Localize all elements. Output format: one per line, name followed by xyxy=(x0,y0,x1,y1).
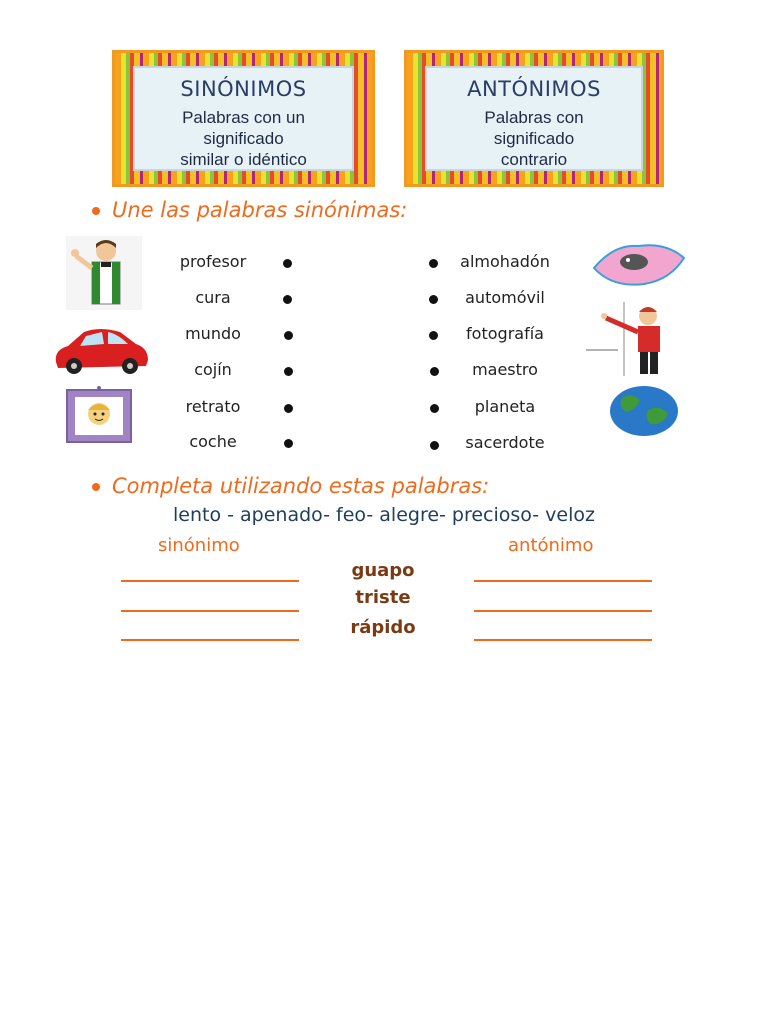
globe-icon xyxy=(606,384,682,438)
synonym-blank-1[interactable] xyxy=(121,580,299,582)
section-heading-match-text: Une las palabras sinónimas: xyxy=(112,198,408,222)
right-word-4: maestro xyxy=(472,360,538,379)
synonym-blank-3[interactable] xyxy=(121,639,299,641)
right-dot-1[interactable] xyxy=(429,259,438,268)
term-3: rápido xyxy=(350,617,416,638)
portrait-frame-icon xyxy=(66,384,134,444)
left-dot-5[interactable] xyxy=(284,404,293,413)
right-dot-4[interactable] xyxy=(430,367,439,376)
left-dot-3[interactable] xyxy=(284,331,293,340)
teacher-icon xyxy=(584,302,674,378)
pillow-icon xyxy=(590,240,688,290)
left-word-6: coche xyxy=(189,432,237,451)
right-dot-5[interactable] xyxy=(430,404,439,413)
synonyms-card-title: SINÓNIMOS xyxy=(180,77,307,101)
synonyms-card-text: Palabras con un significado similar o idéntico xyxy=(180,108,307,169)
left-word-4: cojín xyxy=(194,360,232,379)
left-word-2: cura xyxy=(195,288,231,307)
left-dot-2[interactable] xyxy=(283,295,292,304)
right-word-5: planeta xyxy=(474,397,536,416)
bullet-icon xyxy=(92,483,100,491)
antonyms-card xyxy=(404,50,664,187)
left-word-5: retrato xyxy=(185,397,241,416)
synonym-column-label: sinónimo xyxy=(158,535,240,556)
synonyms-card xyxy=(112,50,375,187)
right-word-2: automóvil xyxy=(465,288,545,307)
left-dot-6[interactable] xyxy=(284,439,293,448)
synonyms-card-inner xyxy=(133,66,354,171)
left-dot-4[interactable] xyxy=(284,367,293,376)
synonym-blank-2[interactable] xyxy=(121,610,299,612)
left-dot-1[interactable] xyxy=(283,259,292,268)
right-word-6: sacerdote xyxy=(465,433,545,452)
antonym-blank-2[interactable] xyxy=(474,610,652,612)
right-word-3: fotografía xyxy=(466,324,544,343)
section-heading-complete-text: Completa utilizando estas palabras: xyxy=(112,474,490,498)
antonym-column-label: antónimo xyxy=(508,535,594,556)
antonyms-card-text: Palabras con significado contrario xyxy=(484,108,584,169)
section-heading-match xyxy=(92,198,407,222)
antonym-blank-1[interactable] xyxy=(474,580,652,582)
term-2: triste xyxy=(355,587,411,608)
priest-icon xyxy=(66,236,142,310)
bullet-icon xyxy=(92,207,100,215)
section-heading-complete xyxy=(92,474,489,498)
term-1: guapo xyxy=(351,560,415,581)
left-word-1: profesor xyxy=(179,252,247,271)
car-icon xyxy=(50,322,152,378)
left-word-3: mundo xyxy=(185,324,241,343)
word-bank: lento - apenado- feo- alegre- precioso- veloz xyxy=(172,504,595,526)
antonyms-card-title: ANTÓNIMOS xyxy=(467,77,601,101)
right-word-1: almohadón xyxy=(460,252,550,271)
antonym-blank-3[interactable] xyxy=(474,639,652,641)
right-dot-2[interactable] xyxy=(429,295,438,304)
right-dot-6[interactable] xyxy=(430,441,439,450)
antonyms-card-inner xyxy=(425,66,643,171)
right-dot-3[interactable] xyxy=(429,331,438,340)
